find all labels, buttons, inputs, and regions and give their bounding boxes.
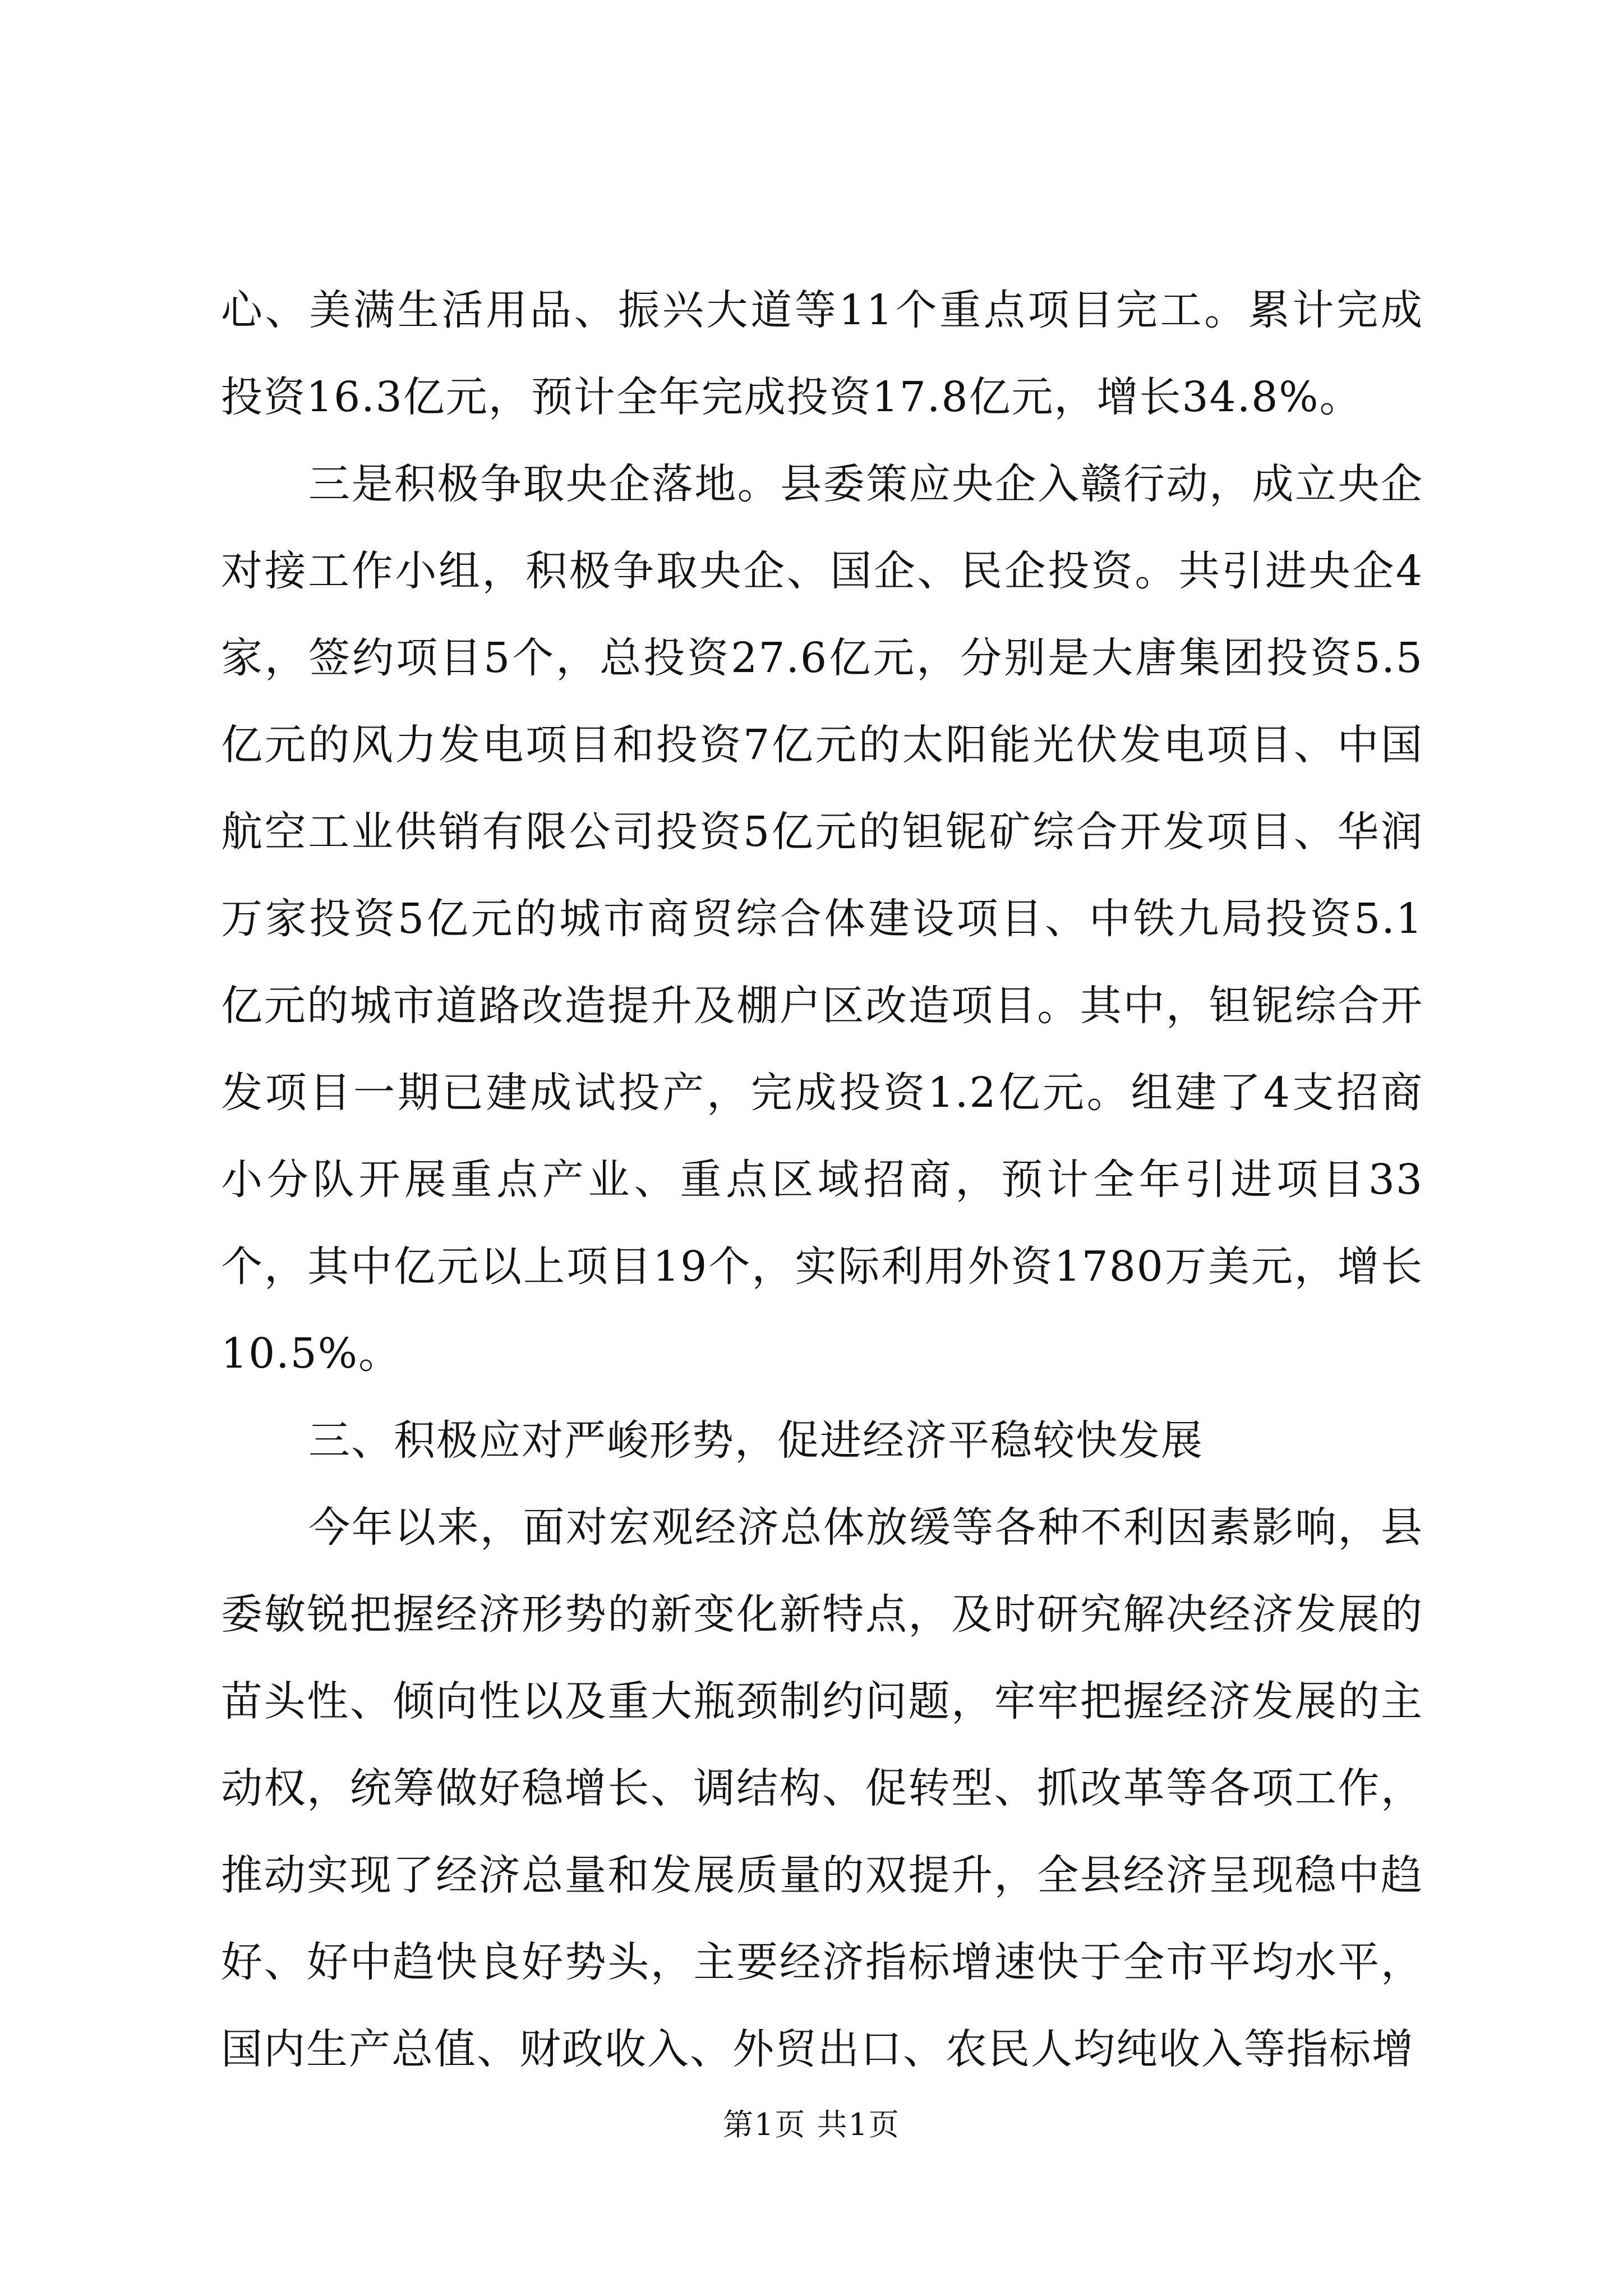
section-heading: 三、积极应对严峻形势，促进经济平稳较快发展 — [308, 1416, 1204, 1465]
page-number-footer: 第1页 共1页 — [723, 2107, 900, 2142]
paragraph-economic-situation: 今年以来，面对宏观经济总体放缓等各种不利因素影响，县委敏锐把握经济形势的新变化新特点，及时研究解决经济发展的苗头性、倾向性以及重大瓶颈制约问题，牢牢把握经济发展的主动权，统筹做好稳增长、调结构、促转型、抓改革等各项工作，推动实现了经济总量和发展质量的双提升，全县经济呈现稳中趋好、好中趋快良好势头，主要经济指标增速快于全市平均水平，国内生产总值、财政收入、外贸出口、农民人均纯收入等指标增 — [221, 1503, 1423, 2073]
document-body — [221, 267, 1423, 2093]
paragraph-investment-summary: 心、美满生活用品、振兴大道等11个重点项目完工。累计完成投资16.3亿元，预计全年完成投资17.8亿元，增长34.8%。 — [221, 286, 1423, 421]
paragraph-central-enterprises: 三是积极争取央企落地。县委策应央企入赣行动，成立央企对接工作小组，积极争取央企、国企、民企投资。共引进央企4家，签约项目5个，总投资27.6亿元，分别是大唐集团投资5.5亿元的风力发电项目和投资7亿元的太阳能光伏发电项目、中国航空工业供销有限公司投资5亿元的钽铌矿综合开发项目、华润万家投资5亿元的城市商贸综合体建设项目、中铁九局投资5.1亿元的城市道路改造提升及棚户区改造项目。其中，钽铌综合开发项目一期已建成试投产，完成投资1.2亿元。组建了4支招商小分队开展重点产业、重点区域招商，预计全年引进项目33个，其中亿元以上项目19个，实际利用外资1780万美元，增长10.5%。 — [221, 460, 1423, 1378]
